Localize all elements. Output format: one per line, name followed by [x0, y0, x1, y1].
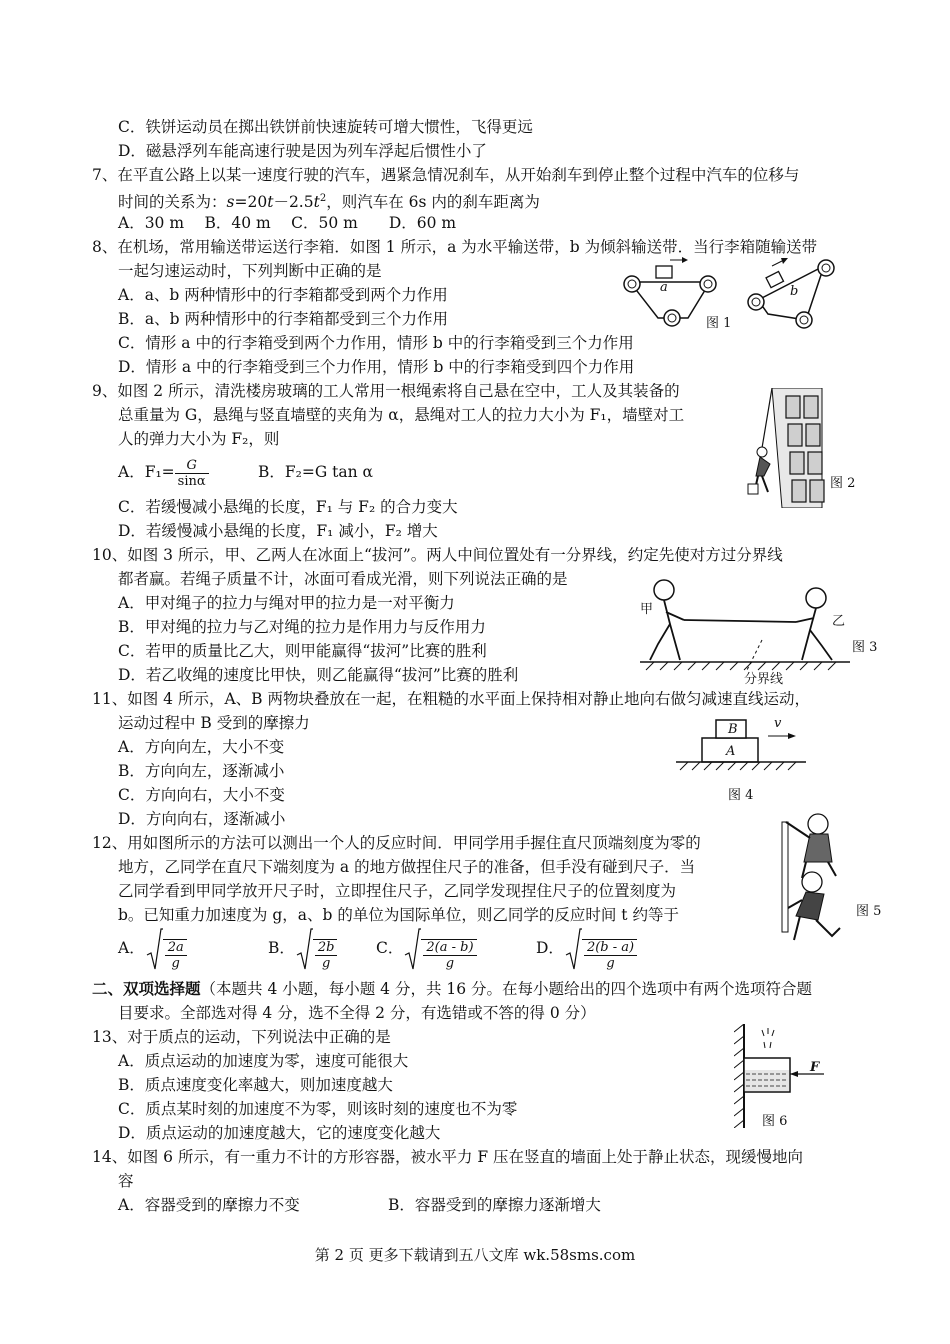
q11-stem-line2: 运动过程中 B 受到的摩擦力	[118, 714, 310, 732]
q6-option-c: C．铁饼运动员在掷出铁饼前快速旋转可增大惯性，飞得更远	[118, 118, 533, 136]
q7-stem-line2: 时间的关系为：$s=20t-2.5t^2$，则汽车在 6s 内的刹车距离为	[118, 193, 540, 212]
q11-option-c: C．方向向右，大小不变	[118, 786, 285, 804]
q9-option-a: A．F₁= $\frac{G}{\sin\alpha}$	[118, 452, 209, 492]
q10-option-b: B．甲对绳的拉力与乙对绳的拉力是作用力与反作用力	[118, 618, 486, 636]
q12-option-a: A． $\frac{2a}{g}$	[118, 924, 187, 972]
q8-stem-line2: 一起匀速运动时，下列判断中正确的是	[118, 262, 382, 280]
q6-option-d: D．磁悬浮列车能高速行驶是因为列车浮起后惯性小了	[118, 142, 487, 160]
figure-6-label-f: F	[810, 1060, 820, 1075]
q14-option-b: B．容器受到的摩擦力逐渐增大	[388, 1196, 601, 1214]
q11-option-b: B．方向向左，逐渐减小	[118, 762, 285, 780]
section-2-header: 二、双项选择题（本题共 4 小题，每小题 4 分，共 16 分。在每小题给出的四个选项中有两个选项符合题	[92, 979, 813, 998]
figure-5-caption: 图 5	[856, 904, 882, 919]
q14-option-a: A．容器受到的摩擦力不变	[118, 1196, 300, 1214]
q9-option-d: D．若缓慢减小悬绳的长度，F₁ 减小，F₂ 增大	[118, 522, 438, 540]
q13-stem: 13、对于质点的运动，下列说法中正确的是	[92, 1028, 391, 1046]
q9-stem-line3: 人的弹力大小为 F₂，则	[118, 430, 280, 448]
q7-stem-line1: 7、在平直公路上以某一速度行驶的汽车，遇紧急情况刹车，从开始刹车到停止整个过程中汽车的位移与	[92, 166, 800, 184]
figure-4-caption: 图 4	[728, 788, 754, 803]
q11-option-d: D．方向向右，逐渐减小	[118, 810, 286, 828]
q9-option-c: C．若缓慢减小悬绳的长度，F₁ 与 F₂ 的合力变大	[118, 498, 458, 516]
figure-6-container-on-wall	[734, 1024, 844, 1128]
q8-option-b: B．a、b 两种情形中的行李箱都受到三个力作用	[118, 310, 448, 328]
figure-1-label-a: a	[660, 280, 668, 295]
q10-stem-line2: 都者赢。若绳子质量不计，冰面可看成光滑，则下列说法正确的是	[118, 570, 568, 588]
figure-3-caption: 图 3	[852, 640, 878, 655]
q11-option-a: A．方向向左，大小不变	[118, 738, 285, 756]
q8-option-a: A．a、b 两种情形中的行李箱都受到两个力作用	[118, 286, 448, 304]
q12-option-c: C． $\frac{2(a - b)}{g}$	[376, 924, 477, 972]
q12-stem-line1: 12、用如图所示的方法可以测出一个人的反应时间．甲同学用手握住直尺顶端刻度为零的	[92, 834, 701, 852]
q8-option-d: D．情形 a 中的行李箱受到三个力作用，情形 b 中的行李箱受到四个力作用	[118, 358, 635, 376]
q9-stem-line1: 9、如图 2 所示，清洗楼房玻璃的工人常用一根绳索将自己悬在空中，工人及其装备的	[92, 382, 680, 400]
q12-option-d: D． $\frac{2(b - a)}{g}$	[536, 924, 637, 972]
figure-6-caption: 图 6	[762, 1114, 788, 1129]
figure-3-label-yi: 乙	[832, 614, 846, 629]
figure-4-label-v: v	[774, 716, 782, 731]
q8-option-c: C．情形 a 中的行李箱受到两个力作用，情形 b 中的行李箱受到三个力作用	[118, 334, 634, 352]
q14-stem-line1: 14、如图 6 所示，有一重力不计的方形容器，被水平力 F 压在竖直的墙面上处于静止状态，现缓慢地向	[92, 1148, 804, 1166]
q10-option-d: D．若乙收绳的速度比甲快，则乙能赢得“拔河”比赛的胜利	[118, 666, 519, 684]
figure-3-label-jia: 甲	[640, 602, 654, 617]
q12-stem-line3: 乙同学看到甲同学放开尺子时，立即捏住尺子，乙同学发现捏住尺子的位置刻度为	[118, 882, 677, 900]
q12-option-b: B． $\frac{2b}{g}$	[268, 924, 337, 972]
q12-stem-line2: 地方，乙同学在直尺下端刻度为 a 的地方做捏住尺子的准备，但手没有碰到尺子．当	[118, 858, 696, 876]
figure-1-caption: 图 1	[706, 316, 732, 331]
figure-1-conveyor-belts	[618, 252, 858, 332]
page-footer: 第 2 页 更多下载请到五八文库 wk.58sms.com	[314, 1246, 636, 1264]
figure-5-reaction-ruler	[770, 808, 854, 948]
q13-option-c: C．质点某时刻的加速度不为零，则该时刻的速度也不为零	[118, 1100, 518, 1118]
section-2-title: 二、双项选择题	[92, 979, 201, 998]
q13-option-d: D．质点运动的加速度越大，它的速度变化越大	[118, 1124, 441, 1142]
figure-4-label-a: A	[726, 744, 736, 759]
figure-4-stacked-blocks	[676, 716, 806, 776]
section-2-instructions-line2: 目要求。全部选对得 4 分，选不全得 2 分，有选错或不答的得 0 分）	[118, 1004, 596, 1022]
q10-option-c: C．若甲的质量比乙大，则甲能赢得“拔河”比赛的胜利	[118, 642, 487, 660]
q9-stem-line2: 总重量为 G，悬绳与竖直墙壁的夹角为 α，悬绳对工人的拉力大小为 F₁，墙壁对工	[118, 406, 685, 424]
figure-2-window-cleaner	[742, 388, 828, 508]
figure-1-label-b: b	[790, 284, 799, 299]
figure-4-label-b: B	[728, 722, 738, 737]
q13-option-a: A．质点运动的加速度为零，速度可能很大	[118, 1052, 409, 1070]
figure-3-tug-of-war	[640, 572, 850, 672]
q7-options: A．30 m B．40 m C．50 m D．60 m	[118, 214, 457, 232]
q12-stem-line4: b。已知重力加速度为 g，a、b 的单位为国际单位，则乙同学的反应时间 t 约等于	[118, 906, 679, 924]
figure-3-label-boundary: 分界线	[744, 672, 784, 687]
q10-option-a: A．甲对绳子的拉力与绳对甲的拉力是一对平衡力	[118, 594, 455, 612]
q10-stem-line1: 10、如图 3 所示，甲、乙两人在冰面上“拔河”。两人中间位置处有一分界线，约定先使对方过分界线	[92, 546, 783, 564]
q13-option-b: B．质点速度变化率越大，则加速度越大	[118, 1076, 393, 1094]
q9-option-b: B．F₂=G tan α	[258, 463, 374, 481]
q14-stem-line2: 容	[118, 1172, 134, 1190]
q8-stem-line1: 8、在机场，常用输送带运送行李箱．如图 1 所示，a 为水平输送带，b 为倾斜输送带．当行李箱随输送带	[92, 238, 818, 256]
figure-2-caption: 图 2	[830, 476, 856, 491]
q11-stem-line1: 11、如图 4 所示，A、B 两物块叠放在一起，在粗糙的水平面上保持相对静止地向右做匀减速直线运动，	[92, 690, 810, 708]
